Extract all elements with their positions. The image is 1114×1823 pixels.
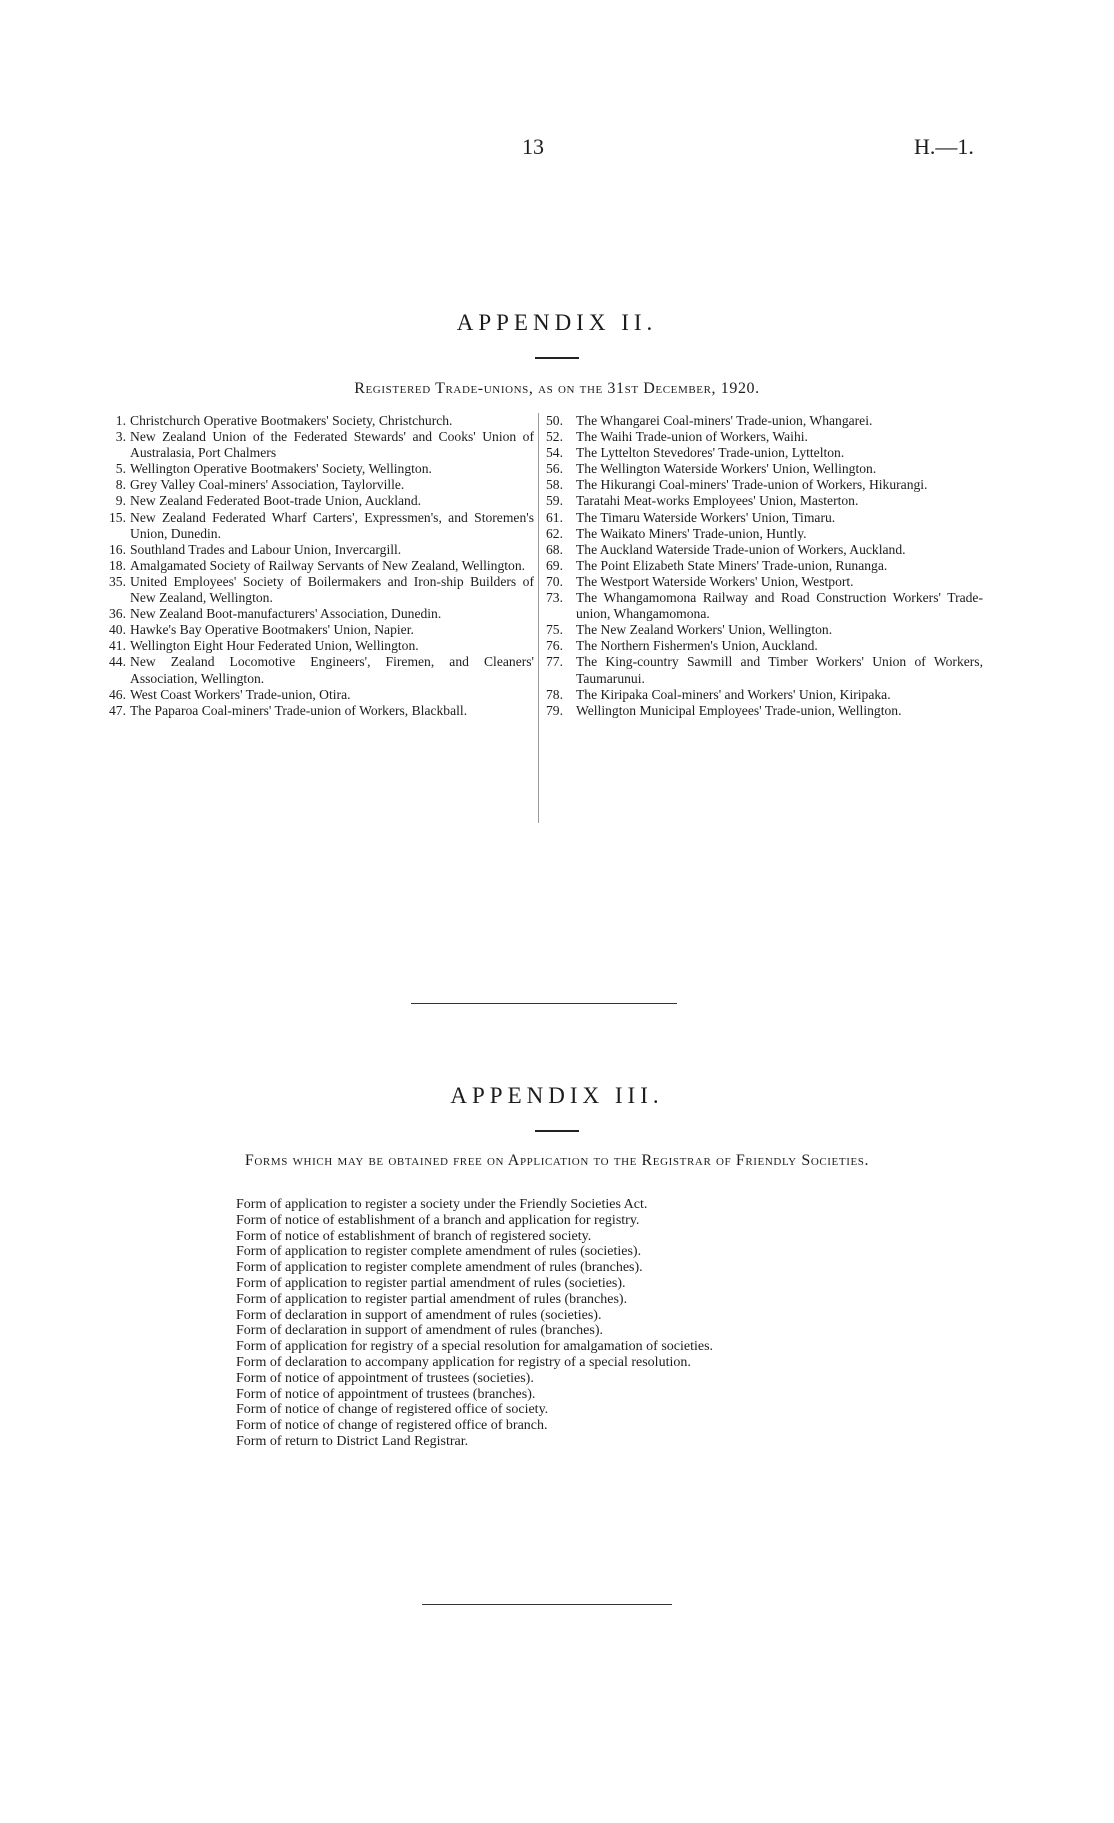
- list-item: [108, 703, 534, 719]
- entry-text: The Lyttelton Stevedores' Trade-union, Lyttelton.: [576, 445, 845, 461]
- list-item: [108, 493, 534, 509]
- entry-number: 9.: [115, 493, 126, 509]
- entry-text: The Whangamomona Railway and Road Construction Workers' Trade-union, Whangamomona.: [576, 590, 983, 622]
- form-item: Form of application to register complete amendment of rules (branches).: [236, 1260, 643, 1276]
- entry-text: The Northern Fishermen's Union, Auckland.: [576, 638, 818, 654]
- list-item: [108, 574, 534, 606]
- list-item: [108, 461, 534, 477]
- list-item: [108, 477, 534, 493]
- list-item: [546, 429, 983, 445]
- list-item: [546, 461, 983, 477]
- list-item: [108, 622, 534, 638]
- entry-number: 35.: [109, 573, 126, 589]
- list-item: [546, 526, 983, 542]
- form-item: Form of notice of appointment of trustees (societies).: [236, 1370, 534, 1386]
- page-number: 13: [522, 134, 544, 159]
- entry-text: Wellington Municipal Employees' Trade-union, Wellington.: [576, 702, 902, 718]
- form-item: Form of application to register a society under the Friendly Societies Act.: [236, 1197, 648, 1212]
- entry-number: 69.: [546, 557, 563, 573]
- entry-number: 40.: [109, 622, 126, 638]
- entry-text: United Employees' Society of Boilermakers and Iron-ship Builders of New Zealand, Wellington.: [130, 573, 534, 606]
- entry-text: Wellington Eight Hour Federated Union, Wellington.: [130, 638, 419, 654]
- appendix-ii-title: APPENDIX II.: [456, 310, 658, 335]
- entry-number: 78.: [546, 686, 563, 702]
- entry-text: Grey Valley Coal-miners' Association, Taylorville.: [130, 477, 405, 493]
- list-item: [108, 638, 534, 654]
- list-item: [546, 445, 983, 461]
- form-item: Form of application to register complete amendment of rules (societies).: [236, 1244, 642, 1260]
- list-item: [546, 687, 983, 703]
- entry-number: 73.: [546, 590, 563, 606]
- entry-number: 50.: [546, 413, 563, 428]
- form-item: Form of notice of change of registered office of branch.: [236, 1418, 548, 1434]
- form-item: Form of notice of change of registered office of society.: [236, 1402, 549, 1418]
- form-item: Form of notice of establishment of branch of registered society.: [236, 1228, 592, 1244]
- appendix-ii-subtitle: Registered Trade-unions, as on the 31st December, 1920.: [354, 380, 760, 397]
- form-item: Form of notice of appointment of trustees (branches).: [236, 1386, 536, 1402]
- entry-number: 36.: [109, 606, 126, 622]
- entry-text: New Zealand Federated Wharf Carters', Expressmen's, and Storemen's Union, Dunedin.: [130, 509, 534, 541]
- entry-text: The Whangarei Coal-miners' Trade-union, Whangarei.: [576, 413, 873, 428]
- entry-text: Christchurch Operative Bootmakers' Society, Christchurch.: [130, 413, 453, 428]
- entry-text: Wellington Operative Bootmakers' Society, Wellington.: [130, 461, 432, 477]
- entry-number: 41.: [109, 638, 126, 654]
- entry-number: 77.: [546, 654, 563, 670]
- entry-number: 59.: [546, 493, 563, 509]
- list-item: [546, 493, 983, 509]
- entry-text: The Waikato Miners' Trade-union, Huntly.: [576, 525, 807, 541]
- entry-text: New Zealand Federated Boot-trade Union, Auckland.: [130, 493, 422, 509]
- forms-list: [236, 1197, 956, 1450]
- entry-text: The Westport Waterside Workers' Union, Westport.: [576, 573, 854, 589]
- list-item: [108, 558, 534, 574]
- list-item: [108, 654, 534, 686]
- entry-text: New Zealand Locomotive Engineers', Firemen, and Cleaners' Association, Wellington.: [130, 654, 534, 686]
- form-item: Form of application to register partial amendment of rules (branches).: [236, 1291, 628, 1307]
- list-item: [546, 413, 983, 429]
- list-item: [546, 542, 983, 558]
- entry-number: 3.: [115, 429, 126, 445]
- entry-text: New Zealand Union of the Federated Stewards' and Cooks' Union of Australasia, Port Chalmers: [130, 429, 534, 461]
- list-item: [546, 654, 983, 686]
- entry-text: The Point Elizabeth State Miners' Trade-union, Runanga.: [576, 557, 888, 573]
- list-item: [546, 703, 983, 719]
- entry-number: 61.: [546, 509, 563, 525]
- entry-number: 70.: [546, 573, 563, 589]
- form-item: Form of declaration to accompany application for registry of a special resolution.: [236, 1354, 691, 1370]
- entry-number: 76.: [546, 638, 563, 654]
- list-item: [108, 542, 534, 558]
- form-item: Form of declaration in support of amendment of rules (branches).: [236, 1323, 604, 1339]
- entry-number: 44.: [109, 654, 126, 670]
- entry-number: 8.: [115, 477, 126, 493]
- form-item: Form of return to District Land Registrar.: [236, 1433, 469, 1449]
- trade-union-list-left: [108, 413, 534, 719]
- entry-number: 79.: [546, 702, 563, 718]
- entry-text: The King-country Sawmill and Timber Workers' Union of Workers, Taumarunui.: [576, 654, 983, 686]
- entry-text: The Timaru Waterside Workers' Union, Timaru.: [576, 509, 836, 525]
- entry-number: 58.: [546, 477, 563, 493]
- list-item: [546, 574, 983, 590]
- form-item: Form of notice of establishment of a branch and application for registry.: [236, 1212, 640, 1228]
- form-item: Form of application to register partial amendment of rules (societies).: [236, 1275, 626, 1291]
- end-rule: [422, 1604, 672, 1605]
- entry-text: Hawke's Bay Operative Bootmakers' Union, Napier.: [130, 622, 414, 638]
- list-item: [108, 413, 534, 429]
- form-item: Form of declaration in support of amendment of rules (societies).: [236, 1307, 602, 1323]
- appendix-iii-subtitle: Forms which may be obtained free on Application to the Registrar of Friendly Societies.: [244, 1152, 870, 1169]
- entry-number: 1.: [115, 413, 126, 428]
- entry-text: The Hikurangi Coal-miners' Trade-union of Workers, Hikurangi.: [576, 477, 928, 493]
- list-item: [546, 638, 983, 654]
- list-item: [546, 622, 983, 638]
- entry-number: 56.: [546, 461, 563, 477]
- list-item: [108, 510, 534, 542]
- column-divider: [538, 413, 539, 823]
- list-item: [546, 590, 983, 622]
- entry-text: The Waihi Trade-union of Workers, Waihi.: [576, 429, 808, 445]
- entry-text: The Paparoa Coal-miners' Trade-union of Workers, Blackball.: [130, 702, 468, 718]
- entry-number: 47.: [109, 702, 126, 718]
- document-reference: H.—1.: [914, 134, 974, 159]
- entry-number: 18.: [109, 557, 126, 573]
- title-underline: [535, 357, 579, 359]
- entry-text: West Coast Workers' Trade-union, Otira.: [130, 686, 351, 702]
- entry-text: The Wellington Waterside Workers' Union, Wellington.: [576, 461, 877, 477]
- section-separator-rule: [411, 1003, 677, 1004]
- entry-number: 54.: [546, 445, 563, 461]
- list-item: [108, 606, 534, 622]
- entry-number: 52.: [546, 429, 563, 445]
- list-item: [546, 510, 983, 526]
- list-item: [546, 558, 983, 574]
- title-underline: [535, 1130, 579, 1132]
- entry-number: 5.: [115, 461, 126, 477]
- entry-text: New Zealand Boot-manufacturers' Association, Dunedin.: [130, 606, 442, 622]
- entry-number: 68.: [546, 541, 563, 557]
- trade-union-list-right: [546, 413, 983, 719]
- list-item: [108, 429, 534, 461]
- entry-text: The Auckland Waterside Trade-union of Workers, Auckland.: [576, 541, 906, 557]
- list-item: [546, 477, 983, 493]
- entry-number: 62.: [546, 525, 563, 541]
- entry-text: Amalgamated Society of Railway Servants of New Zealand, Wellington.: [130, 557, 526, 573]
- entry-text: The Kiripaka Coal-miners' and Workers' Union, Kiripaka.: [576, 686, 891, 702]
- entry-text: Taratahi Meat-works Employees' Union, Masterton.: [576, 493, 859, 509]
- entry-number: 16.: [109, 541, 126, 557]
- entry-number: 75.: [546, 622, 563, 638]
- appendix-iii-title: APPENDIX III.: [450, 1083, 664, 1108]
- list-item: [108, 687, 534, 703]
- form-item: Form of application for registry of a special resolution for amalgamation of societies.: [236, 1339, 714, 1355]
- entry-text: The New Zealand Workers' Union, Wellington.: [576, 622, 833, 638]
- entry-text: Southland Trades and Labour Union, Invercargill.: [130, 541, 402, 557]
- entry-number: 46.: [109, 686, 126, 702]
- entry-number: 15.: [109, 509, 126, 525]
